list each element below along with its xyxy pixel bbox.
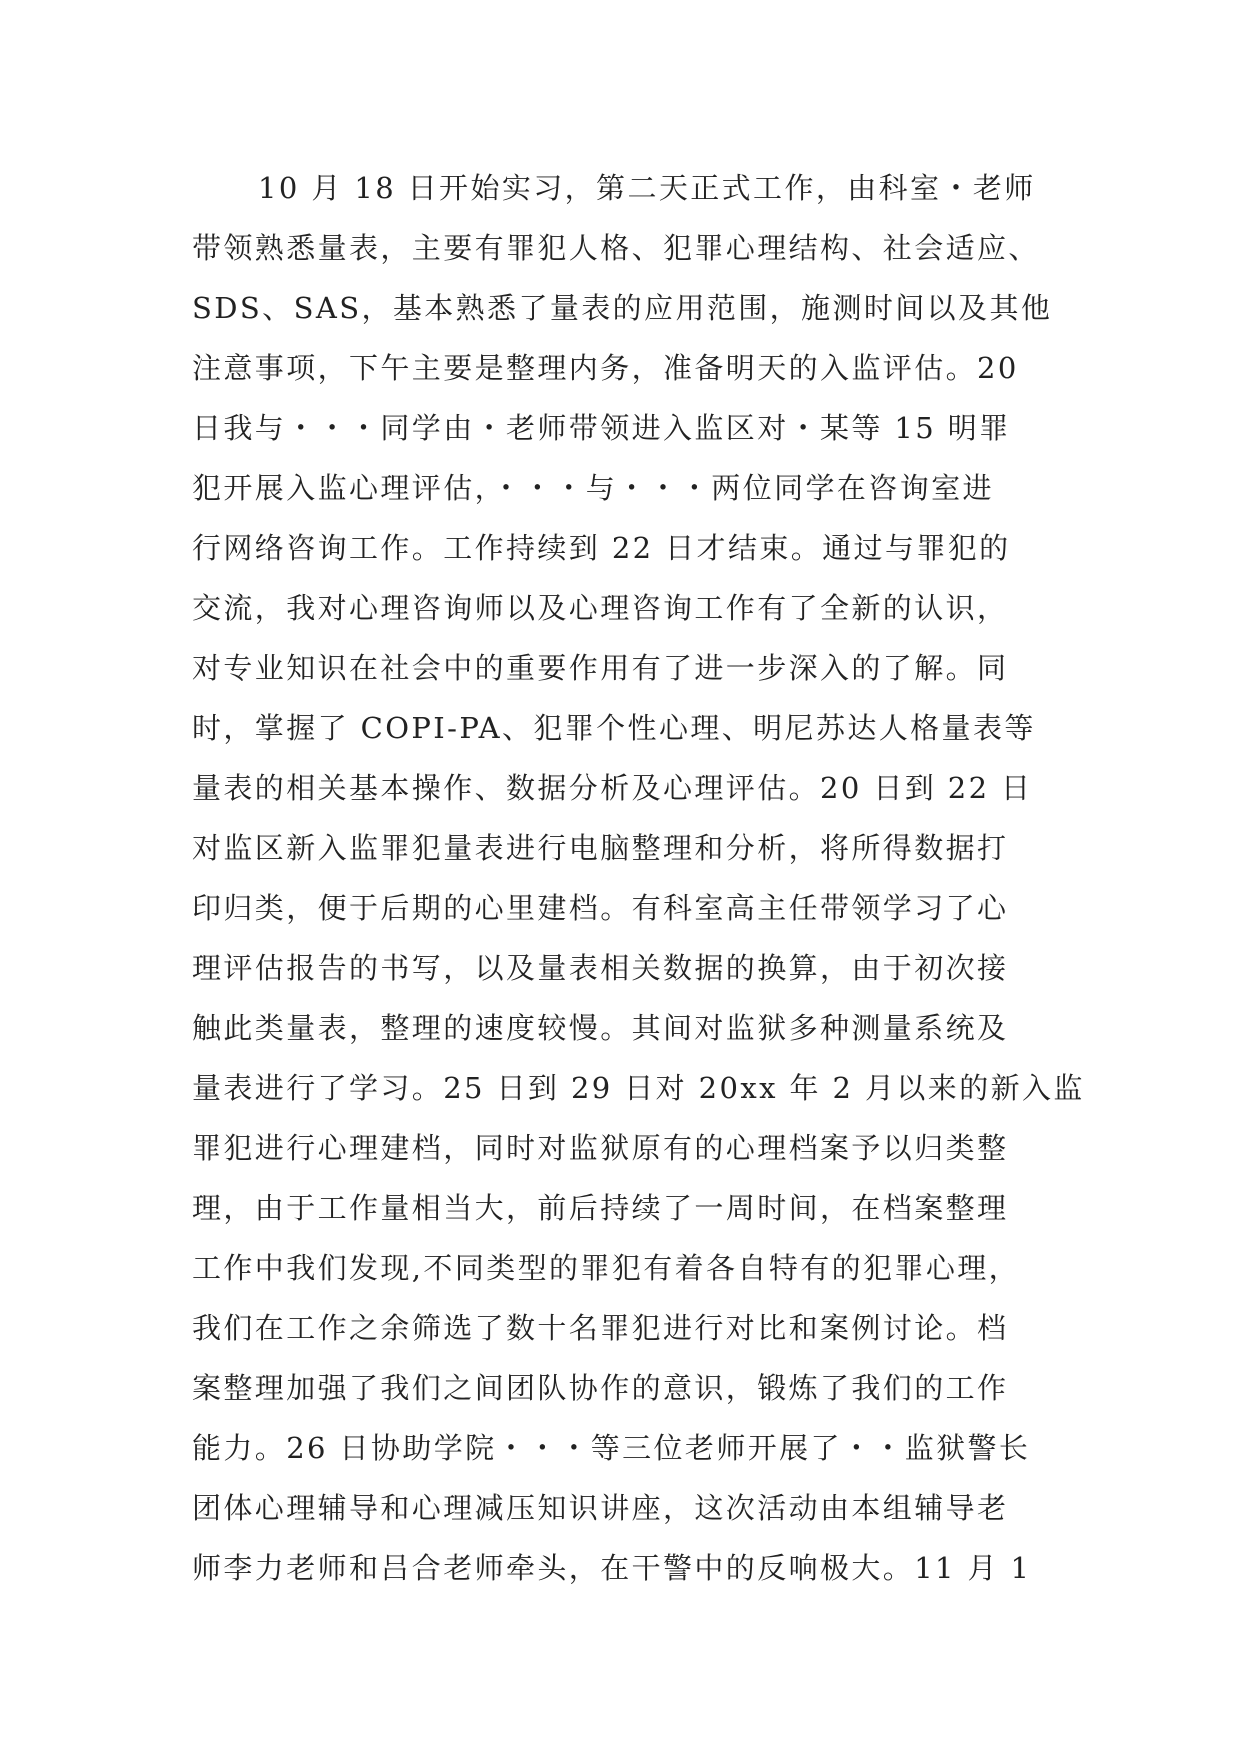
text-line: 案整理加强了我们之间团队协作的意识，锻炼了我们的工作: [192, 1371, 1009, 1405]
text-line: 量表进行了学习。25 日到 29 日对 20xx 年 2 月以来的新入监: [192, 1071, 1085, 1105]
text-line: 日我与・・・同学由・老师带领进入监区对・某等 15 明罪: [192, 411, 1011, 445]
text-line: 犯开展入监心理评估，・・・与・・・两位同学在咨询室进: [192, 471, 994, 505]
text-line: 交流，我对心理咨询师以及心理咨询工作有了全新的认识，: [192, 591, 1009, 625]
text-line: 量表的相关基本操作、数据分析及心理评估。20 日到 22 日: [192, 771, 1033, 805]
text-line: 我们在工作之余筛选了数十名罪犯进行对比和案例讨论。档: [192, 1311, 1009, 1345]
text-line: 注意事项，下午主要是整理内务，准备明天的入监评估。20: [192, 351, 1019, 385]
text-line: 对专业知识在社会中的重要作用有了进一步深入的了解。同: [192, 651, 1009, 685]
text-line: 团体心理辅导和心理减压知识讲座，这次活动由本组辅导老: [192, 1491, 1009, 1525]
text-line: 工作中我们发现,不同类型的罪犯有着各自特有的犯罪心理，: [192, 1251, 1021, 1285]
text-line: 对监区新入监罪犯量表进行电脑整理和分析，将所得数据打: [192, 831, 1009, 865]
text-line: 印归类，便于后期的心里建档。有科室高主任带领学习了心: [192, 891, 1009, 925]
text-line: 带领熟悉量表，主要有罪犯人格、犯罪心理结构、社会适应、: [192, 231, 1040, 265]
text-line: 师李力老师和吕合老师牵头，在干警中的反响极大。11 月 1: [192, 1551, 1032, 1585]
text-line: 罪犯进行心理建档，同时对监狱原有的心理档案予以归类整: [192, 1131, 1009, 1165]
text-line: 理评估报告的书写，以及量表相关数据的换算，由于初次接: [192, 951, 1009, 985]
text-line: 触此类量表，整理的速度较慢。其间对监狱多种测量系统及: [192, 1011, 1009, 1045]
text-line: SDS、SAS，基本熟悉了量表的应用范围，施测时间以及其他: [192, 291, 1053, 325]
text-line: 理，由于工作量相当大，前后持续了一周时间，在档案整理: [192, 1191, 1009, 1225]
body-paragraph: [192, 158, 1085, 1598]
text-line: 行网络咨询工作。工作持续到 22 日才结束。通过与罪犯的: [192, 531, 1011, 565]
text-line: 能力。26 日协助学院・・・等三位老师开展了・・监狱警长: [192, 1431, 1031, 1465]
text-line: 10 月 18 日开始实习，第二天正式工作，由科室・老师: [258, 171, 1036, 205]
text-line: 时，掌握了 COPI-PA、犯罪个性心理、明尼苏达人格量表等: [192, 711, 1036, 745]
